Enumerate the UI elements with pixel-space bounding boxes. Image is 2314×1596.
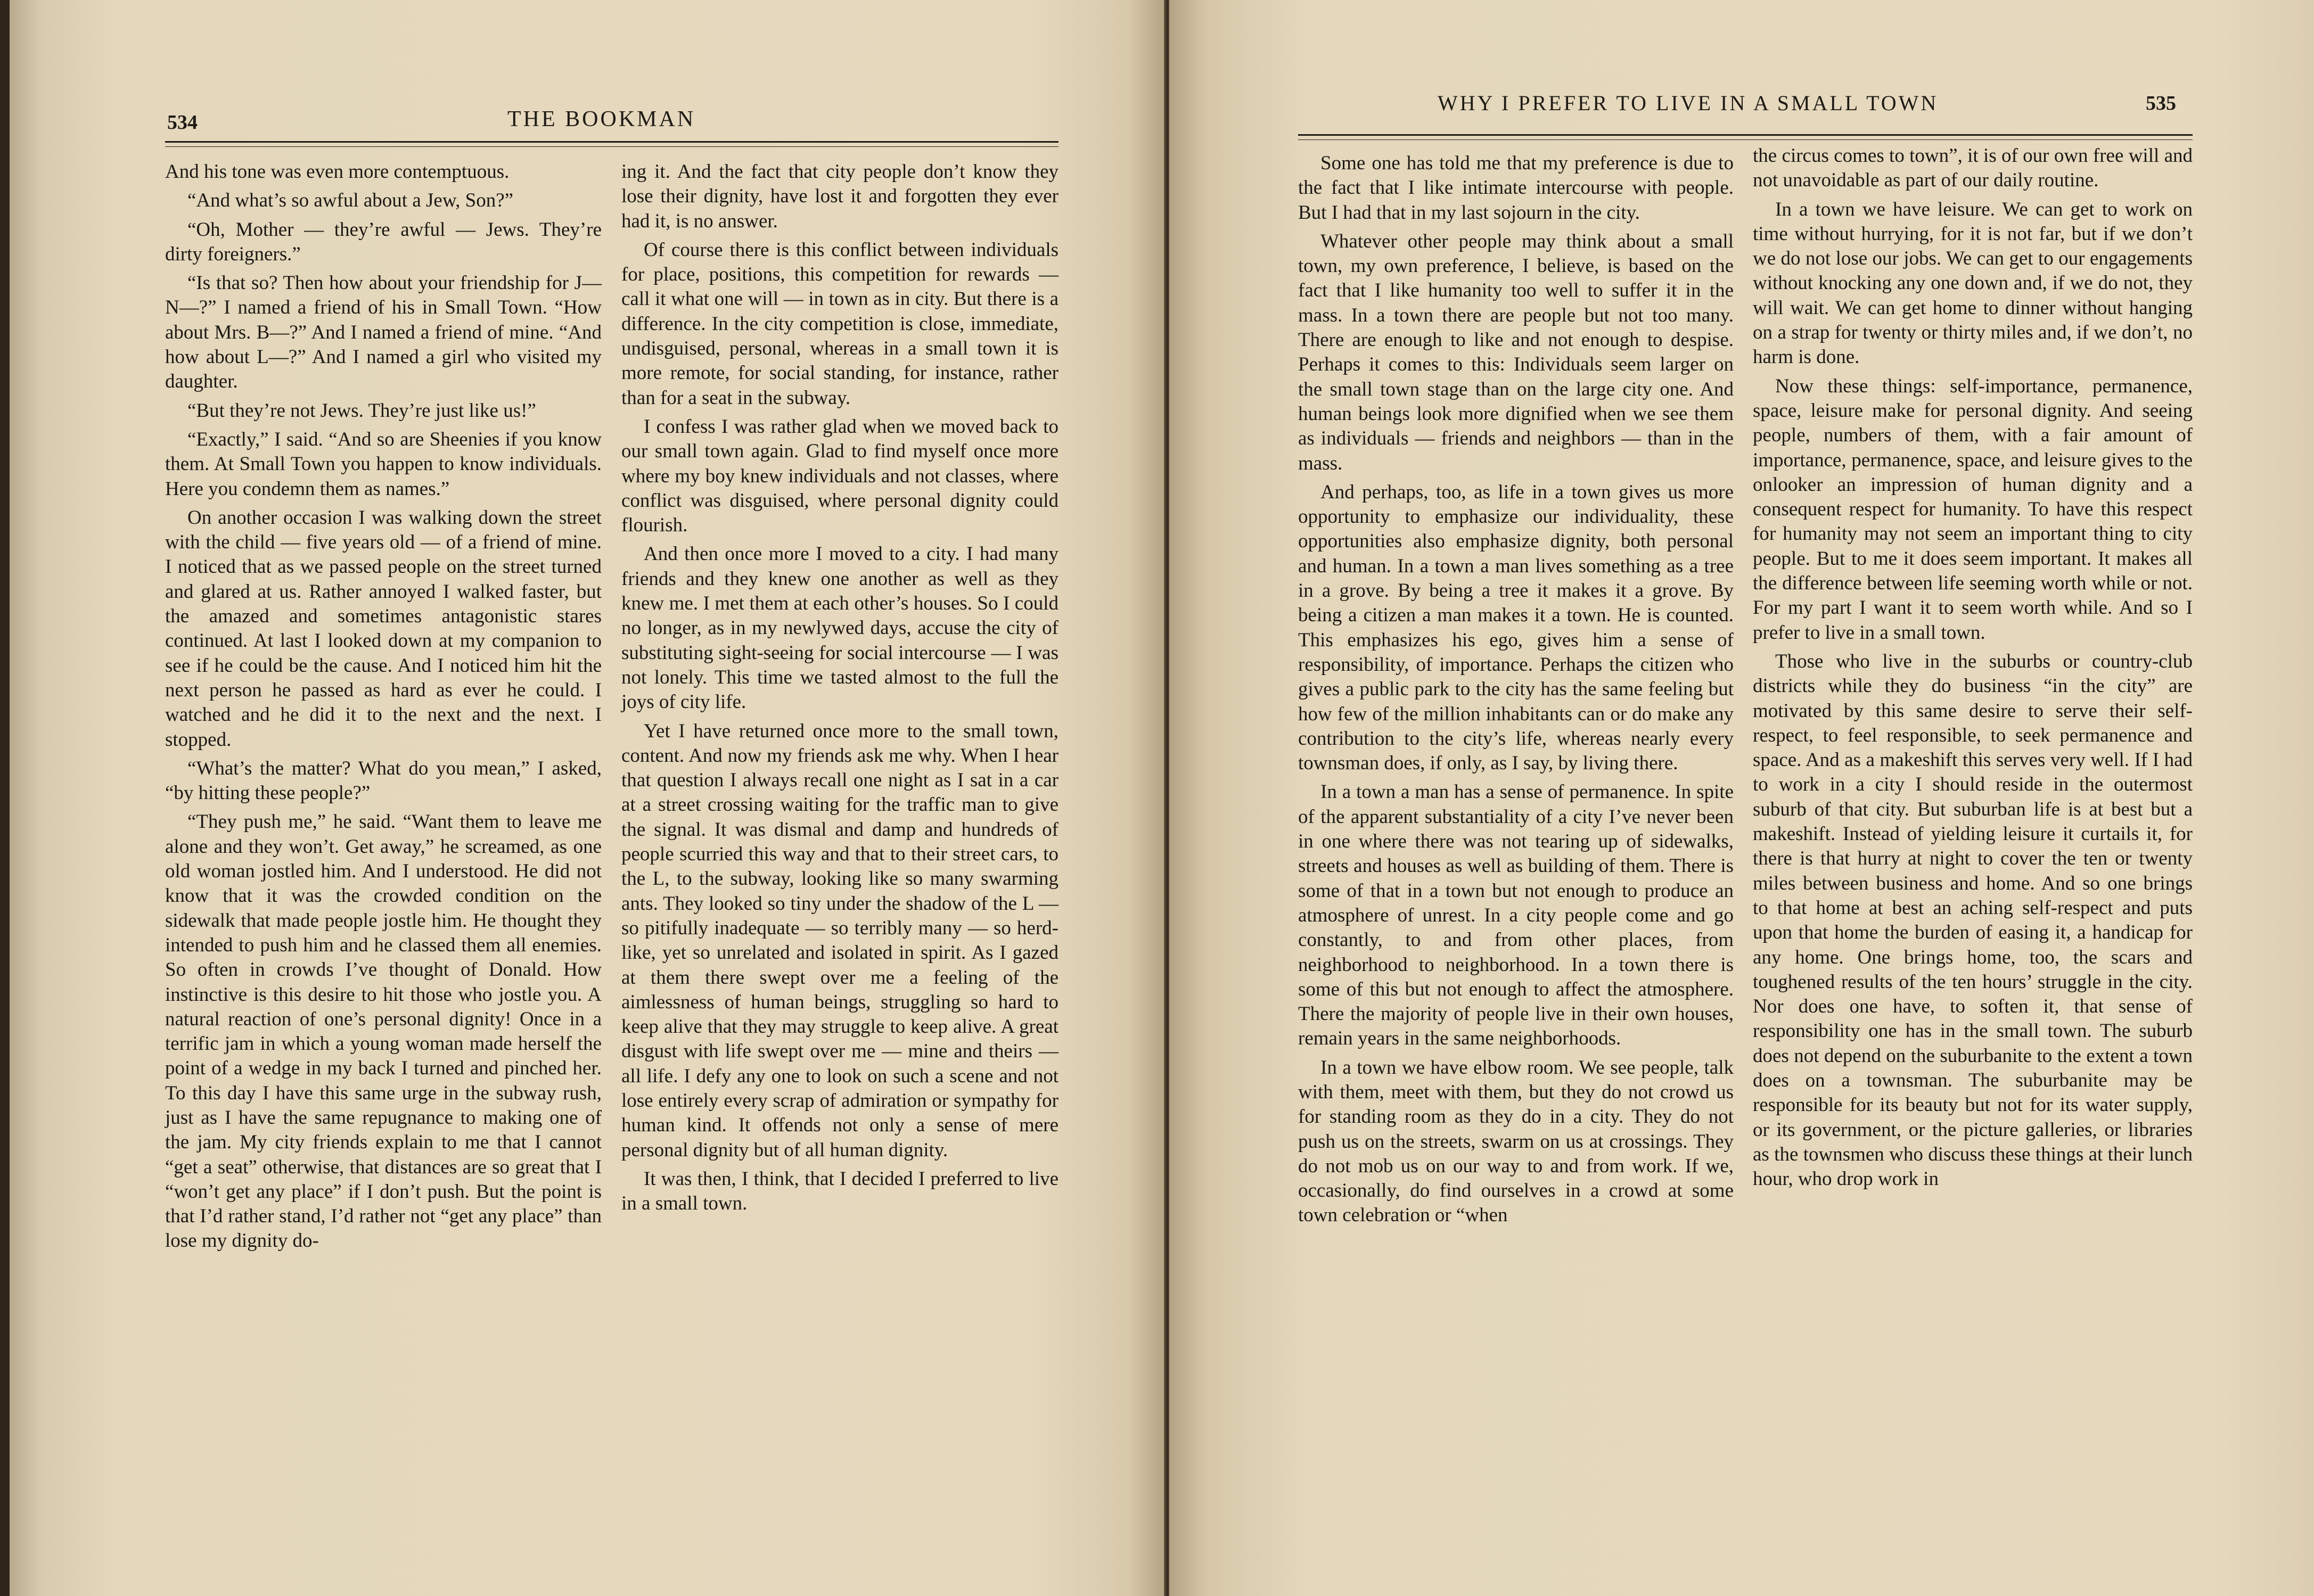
paragraph: On another occasion I was walking down the street with the child — five years old — of a friend of mine. I noticed that as we passed people on the street turned and glared at us. Rather annoyed I walked faster, but the amazed and sometimes antagonistic stares continued. At last I looked down at my companion to see if he could be the cause. And I noticed him hit the next person he passed as hard as ever he could. I watched and he did it to the next and the next. I stopped.	[165, 506, 602, 751]
left-page	[10, 0, 1164, 1596]
right-column-1	[1298, 151, 1734, 1228]
right-page	[1169, 0, 2314, 1596]
header-rule-left	[165, 141, 1058, 147]
left-column-2	[621, 160, 1058, 1216]
right-column-2	[1753, 144, 2193, 1191]
paragraph: And then once more I moved to a city. I had many friends and they knew one another as well as they knew me. I met them at each other’s houses. So I could no longer, as in my newlywed days, accuse the city of substituting sight-seeing for social intercourse — I was not lonely. This time we tasted almost to the full the joys of city life.	[621, 543, 1058, 713]
paragraph: Now these things: self-importance, permanence, space, leisure make for personal dignity. And seeing people, numbers of them, with a fair amount of importance, permanence, space, and leisure gives to the onlooker an impression of human dignity and a consequent respect for humanity. To have this respect for humanity may not seem an important thing to city people. But to me it does seem important. It makes all the difference between life seeming worth while or not. For my part I want it to seem worth while. And so I prefer to live in a small town.	[1753, 375, 2193, 644]
running-head-right: WHY I PREFER TO LIVE IN A SMALL TOWN	[1438, 91, 1939, 115]
left-column-1	[165, 160, 602, 1254]
paragraph: ing it. And the fact that city people don’t know they lose their dignity, have lost it and forgotten they ever had it, is no answer.	[621, 161, 1058, 232]
paragraph: the circus comes to town”, it is of our own free will and not unavoidable as part of our daily routine.	[1753, 145, 2193, 192]
paragraph: Of course there is this conflict between individuals for place, positions, this competition for rewards — call it what one will — in town as in city. But there is a difference. In the city competition is close, immediate, undisguised, personal, whereas in a small town it is more remote, for social standing, for instance, rather than for a seat in the subway.	[621, 238, 1058, 409]
page-number-left: 534	[167, 111, 198, 134]
paragraph: Whatever other people may think about a small town, my own preference, I believe, is based on the fact that I like humanity too well to suffer it in the mass. In a town there are people but not too many. There are enough to like and not enough to despise. Perhaps it comes to this: Individuals seem larger on the small town stage than on the large city one. And human beings look more dignified when we see them as individuals — friends and neighbors — than in the mass.	[1298, 230, 1734, 474]
paragraph: Those who live in the suburbs or country-club districts while they do business “in the city” are motivated by this same desire to serve their self-respect, to feel responsible, to seek permanence and space. And as a makeshift this serves very well. If I had to work in a city I should reside in the outermost suburb of that city. But suburban life is at best but a makeshift. Instead of yielding leisure it curtails it, for there is that hurry at night to cover the ten or twenty miles between business and home. And so one brings to that home at best an aching self-respect and puts upon that home the burden of easing it, a handicap for any home. One brings home, too, the scars and toughened results of the ten hours’ struggle in the city. Nor does one have, to soften it, that sense of responsibility one has in the small town. The suburb does not depend on the suburbanite to the extent a town does on a townsman. The suburbanite may be responsible for its beauty but not for its water supply, or its government, or the picture galleries, or libraries as the townsmen who discuss these things at their lunch hour, who drop work in	[1753, 650, 2193, 1190]
paragraph: In a town we have leisure. We can get to work on time without hurrying, for it is not far, but if we don’t we do not lose our jobs. We can get to our engagements without knocking any one down and, if we do not, they will wait. We can get home to dinner without hanging on a strap for twenty or thirty miles and, if we don’t, no harm is done.	[1753, 198, 2193, 368]
paragraph: It was then, I think, that I decided I preferred to live in a small town.	[621, 1167, 1058, 1215]
paragraph: And his tone was even more contemptuous.	[165, 161, 510, 183]
page-number-right: 535	[2146, 92, 2176, 114]
paragraph: In a town a man has a sense of permanence. In spite of the apparent substantiality of a city I’ve never been in one where there was not tearing up of sidewalks, streets and houses as well as building of them. There is some of that in a town but not enough to produce an atmosphere of unrest. In a city people come and go constantly, to and from other places, from neighborhood to neighborhood. In a town there is some of this but not enough to affect the atmosphere. There the majority of people live in their own houses, remain years in the same neighborhoods.	[1298, 781, 1734, 1050]
paragraph: “Is that so? Then how about your friendship for J— N—?” I named a friend of his in Small Town. “How about Mrs. B—?” And I named a friend of mine. “And how about L—?” And I named a girl who visited my daughter.	[165, 272, 602, 393]
paragraph: “And what’s so awful about a Jew, Son?”	[187, 190, 514, 212]
paragraph: “Oh, Mother — they’re awful — Jews. They’re dirty foreigners.”	[165, 218, 602, 265]
paragraph: “They push me,” he said. “Want them to leave me alone and they won’t. Get away,” he screamed, as one old woman jostled him. And I understood. He did not know that it was the crowded condition on the sidewalk that made people jostle him. He thought they intended to push him and he classed them all enemies. So often in crowds I’ve thought of Donald. How instinctive is this desire to hit those who jostle you. A natural reaction of one’s personal dignity! Once in a terrific jam in which a young woman made herself the point of a wedge in my back I turned and pinched her. To this day I have this same urge in the subway rush, just as I have the same repugnance to making one of the jam. My city friends explain to me that I cannot “get a seat” otherwise, that distances are so great that I “won’t get any place” if I don’t push. But the point is that I’d rather stand, I’d rather not “get any place” than lose my dignity do-	[165, 811, 602, 1252]
paragraph: In a town we have elbow room. We see people, talk with them, meet with them, but they do not crowd us for standing room as they do in a city. They do not push us on the streets, swarm on us at crossings. They do not mob us on our way to and from work. If we, occasionally, do find ourselves in a crowd at some town celebration or “when	[1298, 1056, 1734, 1227]
paragraph: And perhaps, too, as life in a town gives us more opportunity to emphasize our individuality, these opportunities also emphasize dignity, both personal and human. In a town a man lives something as a tree in a grove. By being a tree it makes it a grove. By being a citizen a man makes it a town. He is counted. This emphasizes his ego, gives him a sense of responsibility, of importance. Perhaps the citizen who gives a public park to the city has the same feeling but how few of the million inhabitants can or do make any contribution to the city’s life, whereas nearly every townsman does, if only, as I say, by living there.	[1298, 481, 1734, 775]
paragraph: “But they’re not Jews. They’re just like us!”	[187, 399, 536, 422]
header-rule-right	[1298, 134, 2193, 140]
running-head-left: THE BOOKMAN	[507, 107, 696, 131]
paragraph: Yet I have returned once more to the small town, content. And now my friends ask me why. When I hear that question I always recall one night as I sat in a car at a street crossing waiting for the traffic man to give the signal. It was dismal and damp and hundreds of people scurried this way and that to their street cars, to the L, to the subway, looking like so many swarming ants. They looked so tiny under the shadow of the L — so pitifully inadequate — so terribly many — so herd-like, yet so unrelated and isolated in spirit. As I gazed at them there swept over me a feeling of the aimlessness of human beings, struggling so hard to keep alive that they may struggle to keep alive. A great disgust with life swept over me — mine and theirs — all life. I defy any one to look on such a scene and not lose entirely every scrap of admiration or sympathy for human kind. It offends not only a sense of mere personal dignity but of all human dignity.	[621, 720, 1058, 1161]
paragraph: “What’s the matter? What do you mean,” I asked, “by hitting these people?”	[165, 757, 602, 804]
paragraph: I confess I was rather glad when we moved back to our small town again. Glad to find myself once more where my boy knew individuals and not classes, where conflict was disguised, where personal dignity could flourish.	[621, 415, 1058, 537]
paragraph: “Exactly,” I said. “And so are Sheenies if you know them. At Small Town you happen to know individuals. Here you condemn them as names.”	[165, 428, 602, 500]
paragraph: Some one has told me that my preference is due to the fact that I like intimate intercourse with people. But I had that in my last sojourn in the city.	[1298, 152, 1734, 224]
